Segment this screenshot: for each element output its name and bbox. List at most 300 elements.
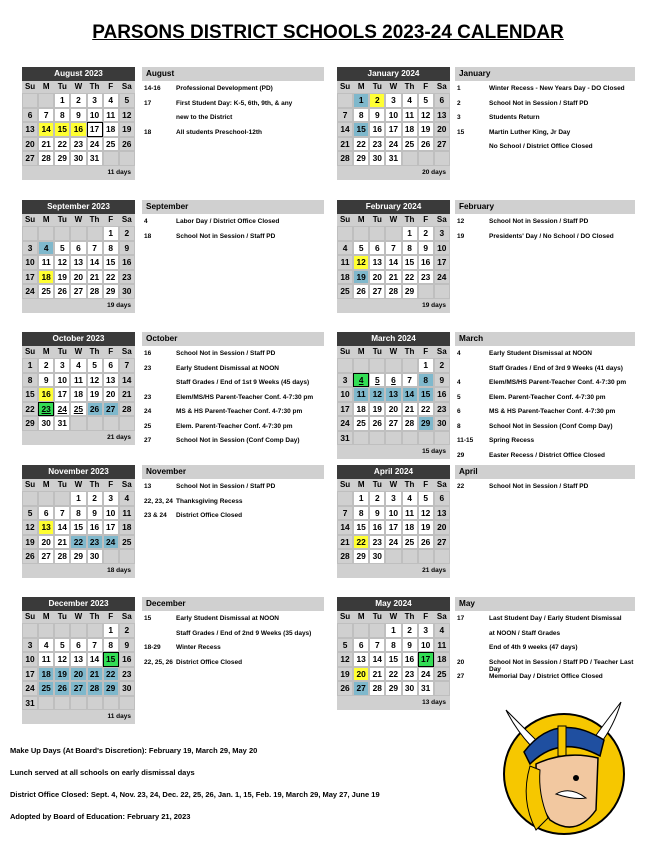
empty-day-cell	[418, 284, 434, 299]
event-row	[144, 365, 334, 372]
empty-day-cell	[337, 226, 353, 241]
day-cell: 2	[70, 93, 86, 108]
day-cell: 9	[418, 241, 434, 256]
day-cell: 10	[87, 108, 103, 123]
weekday-label: M	[42, 82, 50, 91]
event-date: 18	[144, 232, 152, 240]
day-cell: 15	[70, 520, 86, 535]
day-cell: 2	[87, 491, 103, 506]
event-date: 4	[144, 218, 148, 225]
day-cell: 27	[385, 416, 401, 431]
day-cell: 29	[70, 549, 86, 564]
event-date: 11-15	[457, 437, 474, 444]
day-cell: 18	[38, 270, 54, 285]
day-cell: 3	[385, 93, 401, 108]
events-header: September	[142, 200, 324, 214]
event-row	[457, 218, 647, 225]
day-cell: 7	[402, 373, 418, 388]
day-cell: 5	[369, 373, 385, 388]
event-row	[144, 408, 334, 415]
day-cell: 21	[87, 270, 103, 285]
day-cell: 12	[418, 108, 434, 123]
day-cell: 16	[70, 122, 86, 137]
day-cell: 5	[418, 93, 434, 108]
day-cell: 10	[418, 638, 434, 653]
day-cell: 24	[22, 284, 38, 299]
day-cell: 28	[87, 284, 103, 299]
day-cell: 16	[369, 122, 385, 137]
day-cell: 7	[119, 358, 135, 373]
event-row	[457, 129, 647, 136]
day-cell: 6	[22, 108, 38, 123]
day-cell: 17	[418, 652, 434, 667]
day-cell: 16	[87, 520, 103, 535]
day-cell: 5	[54, 241, 70, 256]
day-cell: 10	[337, 387, 353, 402]
event-date: 8	[457, 422, 461, 430]
event-row	[457, 233, 647, 240]
weekday-label: Th	[404, 612, 415, 621]
empty-day-cell	[353, 431, 369, 446]
day-cell: 21	[337, 137, 353, 152]
event-row	[457, 423, 647, 430]
day-cell: 30	[119, 681, 135, 696]
day-cell: 29	[103, 681, 119, 696]
day-cell: 11	[402, 108, 418, 123]
day-cell: 19	[54, 667, 70, 682]
event-row	[144, 394, 334, 401]
day-cell: 10	[385, 108, 401, 123]
event-row	[457, 615, 647, 622]
day-cell: 21	[119, 387, 135, 402]
weekday-header	[337, 81, 450, 93]
weekday-header	[337, 346, 450, 358]
day-cell: 5	[337, 638, 353, 653]
empty-day-cell	[87, 623, 103, 638]
weekday-header	[337, 479, 450, 491]
weekday-label: M	[42, 612, 50, 621]
weekday-label: F	[108, 480, 114, 489]
event-date: 5	[457, 393, 461, 401]
event-text: Winter Recess - New Years Day - DO Closed	[489, 85, 625, 92]
month-title: March 2024	[337, 332, 450, 346]
event-date	[457, 644, 489, 651]
day-cell: 13	[22, 122, 38, 137]
day-cell: 2	[418, 226, 434, 241]
day-cell: 31	[54, 416, 70, 431]
day-cell: 21	[337, 535, 353, 550]
empty-day-cell	[337, 93, 353, 108]
day-cell: 15	[22, 387, 38, 402]
events-header: April	[455, 465, 635, 479]
day-cell: 22	[70, 535, 86, 550]
empty-day-cell	[402, 358, 418, 373]
day-cell: 20	[353, 667, 369, 682]
day-grid	[22, 623, 135, 710]
school-days-count: 20 days	[337, 166, 450, 180]
weekday-label: Tu	[372, 347, 382, 356]
day-cell: 14	[337, 122, 353, 137]
day-cell: 22	[402, 270, 418, 285]
day-cell: 30	[87, 549, 103, 564]
day-cell: 9	[434, 373, 450, 388]
day-cell: 6	[38, 506, 54, 521]
empty-day-cell	[87, 696, 103, 711]
day-cell: 17	[54, 387, 70, 402]
empty-day-cell	[402, 431, 418, 446]
day-cell: 25	[38, 681, 54, 696]
day-cell: 13	[434, 506, 450, 521]
day-cell: 4	[38, 241, 54, 256]
empty-day-cell	[369, 226, 385, 241]
day-cell: 20	[434, 520, 450, 535]
day-cell: 26	[353, 284, 369, 299]
empty-day-cell	[54, 491, 70, 506]
day-cell: 20	[70, 667, 86, 682]
empty-day-cell	[402, 549, 418, 564]
events-header: August	[142, 67, 324, 81]
day-cell: 7	[337, 108, 353, 123]
weekday-label: M	[357, 480, 365, 489]
day-cell: 5	[22, 506, 38, 521]
event-date	[144, 630, 176, 637]
month-calendar	[337, 597, 450, 710]
day-grid	[22, 93, 135, 166]
viking-mascot-icon	[496, 690, 641, 850]
events-header: January	[455, 67, 635, 81]
day-cell: 24	[418, 667, 434, 682]
event-row	[457, 644, 647, 651]
empty-day-cell	[22, 491, 38, 506]
events-header: December	[142, 597, 324, 611]
school-days-count: 13 days	[337, 696, 450, 710]
event-row	[144, 644, 334, 651]
day-cell: 11	[402, 506, 418, 521]
day-cell: 19	[369, 402, 385, 417]
weekday-header	[22, 611, 135, 623]
day-cell: 28	[385, 284, 401, 299]
weekday-header	[337, 214, 450, 226]
empty-day-cell	[22, 93, 38, 108]
day-cell: 23	[38, 402, 54, 417]
empty-day-cell	[119, 416, 135, 431]
day-cell: 23	[70, 137, 86, 152]
day-cell: 25	[337, 284, 353, 299]
event-date: 6	[457, 408, 461, 415]
day-grid	[337, 358, 450, 445]
day-cell: 22	[54, 137, 70, 152]
day-cell: 4	[38, 638, 54, 653]
day-cell: 8	[22, 373, 38, 388]
day-cell: 19	[119, 122, 135, 137]
school-days-count: 19 days	[337, 299, 450, 313]
school-days-count: 11 days	[22, 710, 135, 724]
event-row	[144, 483, 334, 490]
school-days-count: 21 days	[337, 564, 450, 578]
day-cell: 21	[87, 667, 103, 682]
day-cell: 17	[385, 122, 401, 137]
day-cell: 19	[54, 270, 70, 285]
month-calendar	[337, 332, 450, 459]
day-grid	[22, 226, 135, 299]
weekday-label: Su	[339, 612, 351, 621]
day-cell: 11	[119, 506, 135, 521]
event-date: 18-29	[144, 644, 161, 651]
weekday-label: W	[389, 82, 398, 91]
day-cell: 25	[402, 535, 418, 550]
day-cell: 6	[434, 93, 450, 108]
event-date: 13	[144, 483, 152, 490]
weekday-label: Th	[89, 82, 100, 91]
weekday-label: M	[357, 612, 365, 621]
weekday-label: Sa	[121, 82, 132, 91]
event-text: School Not in Session / Staff PD	[489, 218, 589, 225]
events-header: October	[142, 332, 324, 346]
day-cell: 8	[402, 241, 418, 256]
day-cell: 10	[54, 373, 70, 388]
empty-day-cell	[418, 151, 434, 166]
weekday-label: F	[108, 82, 114, 91]
school-days-count: 18 days	[22, 564, 135, 578]
weekday-label: W	[74, 480, 83, 489]
day-cell: 26	[87, 402, 103, 417]
day-cell: 27	[353, 681, 369, 696]
weekday-label: Th	[404, 215, 415, 224]
event-text: No School / District Office Closed	[489, 143, 593, 150]
day-cell: 4	[103, 93, 119, 108]
empty-day-cell	[119, 696, 135, 711]
empty-day-cell	[337, 623, 353, 638]
day-cell: 29	[418, 416, 434, 431]
weekday-label: Su	[339, 82, 351, 91]
event-date: 12	[457, 218, 465, 225]
weekday-label: W	[389, 612, 398, 621]
day-cell: 28	[337, 151, 353, 166]
month-calendar	[337, 67, 450, 180]
school-days-count: 21 days	[22, 431, 135, 445]
day-cell: 26	[369, 416, 385, 431]
day-cell: 28	[369, 681, 385, 696]
day-cell: 27	[38, 549, 54, 564]
day-cell: 29	[402, 284, 418, 299]
empty-day-cell	[337, 491, 353, 506]
day-cell: 16	[38, 387, 54, 402]
day-cell: 11	[337, 255, 353, 270]
day-cell: 24	[385, 535, 401, 550]
day-cell: 26	[337, 681, 353, 696]
weekday-header	[22, 81, 135, 93]
event-row	[457, 659, 647, 673]
day-cell: 30	[38, 416, 54, 431]
day-cell: 21	[38, 137, 54, 152]
adopted-note: Adopted by Board of Education: February 21, 2023	[10, 812, 191, 821]
event-row	[457, 437, 647, 444]
empty-day-cell	[434, 431, 450, 446]
day-grid	[22, 358, 135, 431]
day-cell: 21	[54, 535, 70, 550]
day-cell: 9	[369, 506, 385, 521]
event-text: Winter Recess	[176, 644, 221, 651]
day-cell: 13	[434, 108, 450, 123]
event-text: Staff Grades / End of 1st 9 Weeks (45 days)	[176, 379, 310, 386]
empty-day-cell	[369, 431, 385, 446]
day-cell: 15	[103, 652, 119, 667]
empty-day-cell	[70, 696, 86, 711]
day-cell: 4	[119, 491, 135, 506]
day-cell: 12	[54, 652, 70, 667]
day-cell: 7	[38, 108, 54, 123]
event-row	[144, 659, 334, 666]
day-cell: 26	[119, 137, 135, 152]
month-title: August 2023	[22, 67, 135, 81]
day-cell: 24	[385, 137, 401, 152]
day-cell: 27	[434, 137, 450, 152]
day-cell: 6	[385, 373, 401, 388]
empty-day-cell	[385, 226, 401, 241]
day-cell: 22	[385, 667, 401, 682]
day-cell: 4	[337, 241, 353, 256]
event-text: First Student Day: K-5, 6th, 9th, & any	[176, 99, 293, 107]
day-cell: 3	[385, 491, 401, 506]
day-cell: 19	[418, 122, 434, 137]
day-cell: 15	[418, 387, 434, 402]
month-calendar	[22, 597, 135, 724]
day-cell: 7	[87, 638, 103, 653]
school-days-count: 19 days	[22, 299, 135, 313]
events-header: March	[455, 332, 635, 346]
event-text: Elem/MS/HS Parent-Teacher Conf. 4-7:30 pm	[176, 393, 314, 401]
day-cell: 6	[369, 241, 385, 256]
month-title: November 2023	[22, 465, 135, 479]
event-text: District Office Closed	[176, 658, 243, 666]
event-row	[457, 350, 647, 357]
weekday-label: Sa	[436, 347, 447, 356]
empty-day-cell	[22, 226, 38, 241]
day-cell: 11	[38, 652, 54, 667]
day-cell: 7	[337, 506, 353, 521]
day-cell: 31	[22, 696, 38, 711]
event-row	[144, 129, 334, 136]
event-date: 4	[457, 350, 461, 357]
day-cell: 24	[103, 535, 119, 550]
weekday-label: W	[389, 215, 398, 224]
weekday-label: Su	[24, 215, 36, 224]
event-date: 17	[144, 99, 152, 107]
weekday-label: F	[108, 612, 114, 621]
event-date: 19	[457, 232, 465, 240]
day-cell: 20	[103, 387, 119, 402]
event-row	[144, 615, 334, 622]
weekday-label: F	[423, 215, 429, 224]
event-text: Elem. Parent-Teacher Conf. 4-7:30 pm	[176, 422, 293, 430]
day-cell: 27	[369, 284, 385, 299]
event-date: 23	[144, 393, 152, 401]
empty-day-cell	[418, 431, 434, 446]
day-cell: 9	[70, 108, 86, 123]
day-cell: 11	[434, 638, 450, 653]
event-date: 27	[457, 673, 465, 680]
day-cell: 18	[402, 122, 418, 137]
events-header: November	[142, 465, 324, 479]
day-cell: 23	[418, 270, 434, 285]
day-cell: 1	[353, 93, 369, 108]
day-cell: 4	[402, 93, 418, 108]
day-cell: 18	[353, 402, 369, 417]
day-cell: 9	[38, 373, 54, 388]
day-cell: 2	[369, 491, 385, 506]
weekday-label: Tu	[372, 215, 382, 224]
event-text: School Not in Session / Staff PD	[489, 99, 589, 107]
weekday-label: Su	[339, 347, 351, 356]
day-cell: 5	[353, 241, 369, 256]
day-cell: 2	[119, 226, 135, 241]
day-cell: 8	[54, 108, 70, 123]
day-cell: 5	[87, 358, 103, 373]
day-cell: 30	[70, 151, 86, 166]
empty-day-cell	[369, 358, 385, 373]
office-closed-note: District Office Closed: Sept. 4, Nov. 23, 24, Dec. 22, 25, 26, Jan. 1, 15, Feb. 19, March 29, May 27, June 19	[10, 790, 380, 799]
empty-day-cell	[38, 93, 54, 108]
event-date: 24	[144, 408, 152, 415]
day-cell: 3	[54, 358, 70, 373]
event-date: 25	[144, 422, 152, 430]
month-title: February 2024	[337, 200, 450, 214]
day-cell: 30	[369, 151, 385, 166]
day-cell: 17	[22, 270, 38, 285]
day-cell: 9	[119, 241, 135, 256]
day-cell: 22	[103, 270, 119, 285]
event-date: 22	[457, 483, 465, 490]
weekday-label: W	[74, 612, 83, 621]
day-cell: 15	[54, 122, 70, 137]
day-cell: 18	[103, 122, 119, 137]
weekday-label: Sa	[121, 215, 132, 224]
event-date: 20	[457, 658, 465, 666]
event-row	[144, 437, 334, 444]
event-row	[457, 100, 647, 107]
day-cell: 4	[402, 491, 418, 506]
day-cell: 14	[54, 520, 70, 535]
day-cell: 28	[337, 549, 353, 564]
day-cell: 28	[54, 549, 70, 564]
day-cell: 18	[38, 667, 54, 682]
day-cell: 5	[119, 93, 135, 108]
event-row	[457, 630, 647, 637]
event-date: 17	[457, 615, 465, 622]
day-cell: 11	[353, 387, 369, 402]
day-cell: 2	[119, 623, 135, 638]
makeup-days-note: Make Up Days (At Board's Discretion): February 19, March 29, May 20	[10, 746, 258, 755]
day-cell: 8	[353, 108, 369, 123]
weekday-label: Th	[404, 82, 415, 91]
event-date	[457, 365, 489, 372]
event-text: new to the District	[176, 114, 233, 121]
empty-day-cell	[402, 151, 418, 166]
day-cell: 22	[353, 137, 369, 152]
event-row	[144, 498, 334, 505]
day-cell: 12	[54, 255, 70, 270]
day-cell: 6	[70, 241, 86, 256]
event-text: Early Student Dismissal at NOON	[176, 364, 279, 372]
event-row	[457, 673, 647, 680]
weekday-label: Su	[24, 82, 36, 91]
day-cell: 1	[103, 226, 119, 241]
day-cell: 5	[54, 638, 70, 653]
day-cell: 13	[70, 255, 86, 270]
day-cell: 10	[103, 506, 119, 521]
day-cell: 21	[402, 402, 418, 417]
event-date: 27	[144, 437, 152, 444]
